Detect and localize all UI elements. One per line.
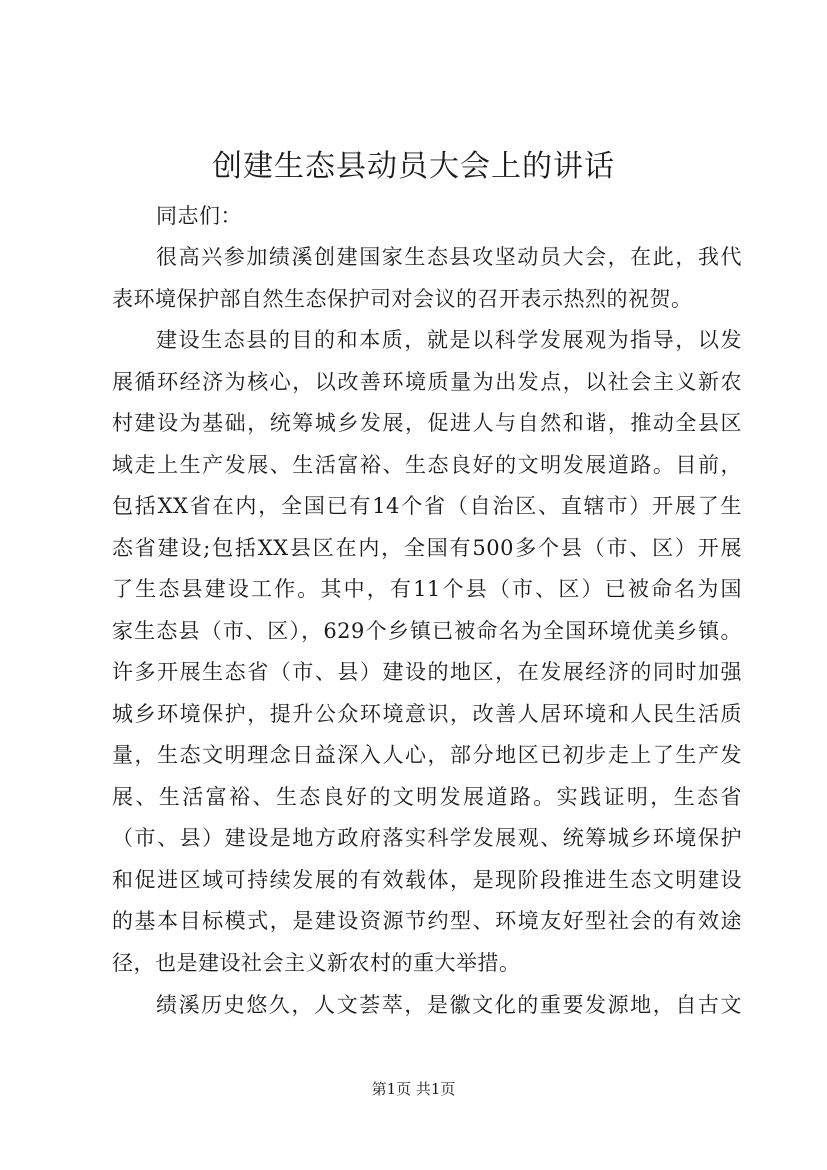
text-line: 同志们： [156,204,242,228]
document-title: 创建生态县动员大会上的讲话 [212,149,615,184]
paragraph-greeting [112,237,742,320]
text-line: 村建设为基础，统筹城乡发展，促进人与自然和谐，推动全县区 [112,411,742,435]
text-line: 建设生态县的目的和本质，就是以科学发展观为指导，以发 [156,328,742,352]
text-line: 径，也是建设社会主义新农村的重大举措。 [112,950,521,975]
paragraph-salutation [112,196,742,238]
text-line: 态省建设;包括XX县区在内，全国有500多个县（市、区）开展 [112,535,742,560]
text-line: 很高兴参加绩溪创建国家生态县攻坚动员大会，在此，我代 [156,245,742,269]
text-line: 展、生活富裕、生态良好的文明发展道路。实践证明，生态省 [112,784,742,809]
paragraph-jixi-history [112,985,742,1027]
text-line: 了生态县建设工作。其中，有11个县（市、区）已被命名为国 [112,577,742,601]
text-line: 绩溪历史悠久，人文荟萃，是徽文化的重要发源地，自古文 [156,993,742,1017]
text-line: 域走上生产发展、生活富裕、生态良好的文明发展道路。目前， [112,452,742,477]
text-line: 许多开展生态省（市、县）建设的地区，在发展经济的同时加强 [112,660,742,684]
text-line: 表环境保护部自然生态保护司对会议的召开表示热烈的祝贺。 [112,286,693,311]
text-line: （市、县）建设是地方政府落实科学发展观、统筹城乡环境保护 [112,826,742,850]
text-line: 和促进区域可持续发展的有效载体，是现阶段推进生态文明建设 [112,867,742,892]
text-line: 展循环经济为核心，以改善环境质量为出发点，以社会主义新农 [112,369,742,394]
page-number: 第1页 共1页 [371,1080,456,1098]
text-line: 家生态县（市、区），629个乡镇已被命名为全国环境优美乡镇。 [112,618,742,643]
text-line: 量，生态文明理念日益深入人心，部分地区已初步走上了生产发 [112,743,742,767]
text-line: 包括XX省在内，全国已有14个省（自治区、直辖市）开展了生 [112,494,742,518]
text-line: 城乡环境保护，提升公众环境意识，改善人居环境和人民生活质 [112,701,742,726]
text-line: 的基本目标模式，是建设资源节约型、环境友好型社会的有效途 [112,909,742,933]
paragraph-eco-county-purpose [112,320,742,984]
